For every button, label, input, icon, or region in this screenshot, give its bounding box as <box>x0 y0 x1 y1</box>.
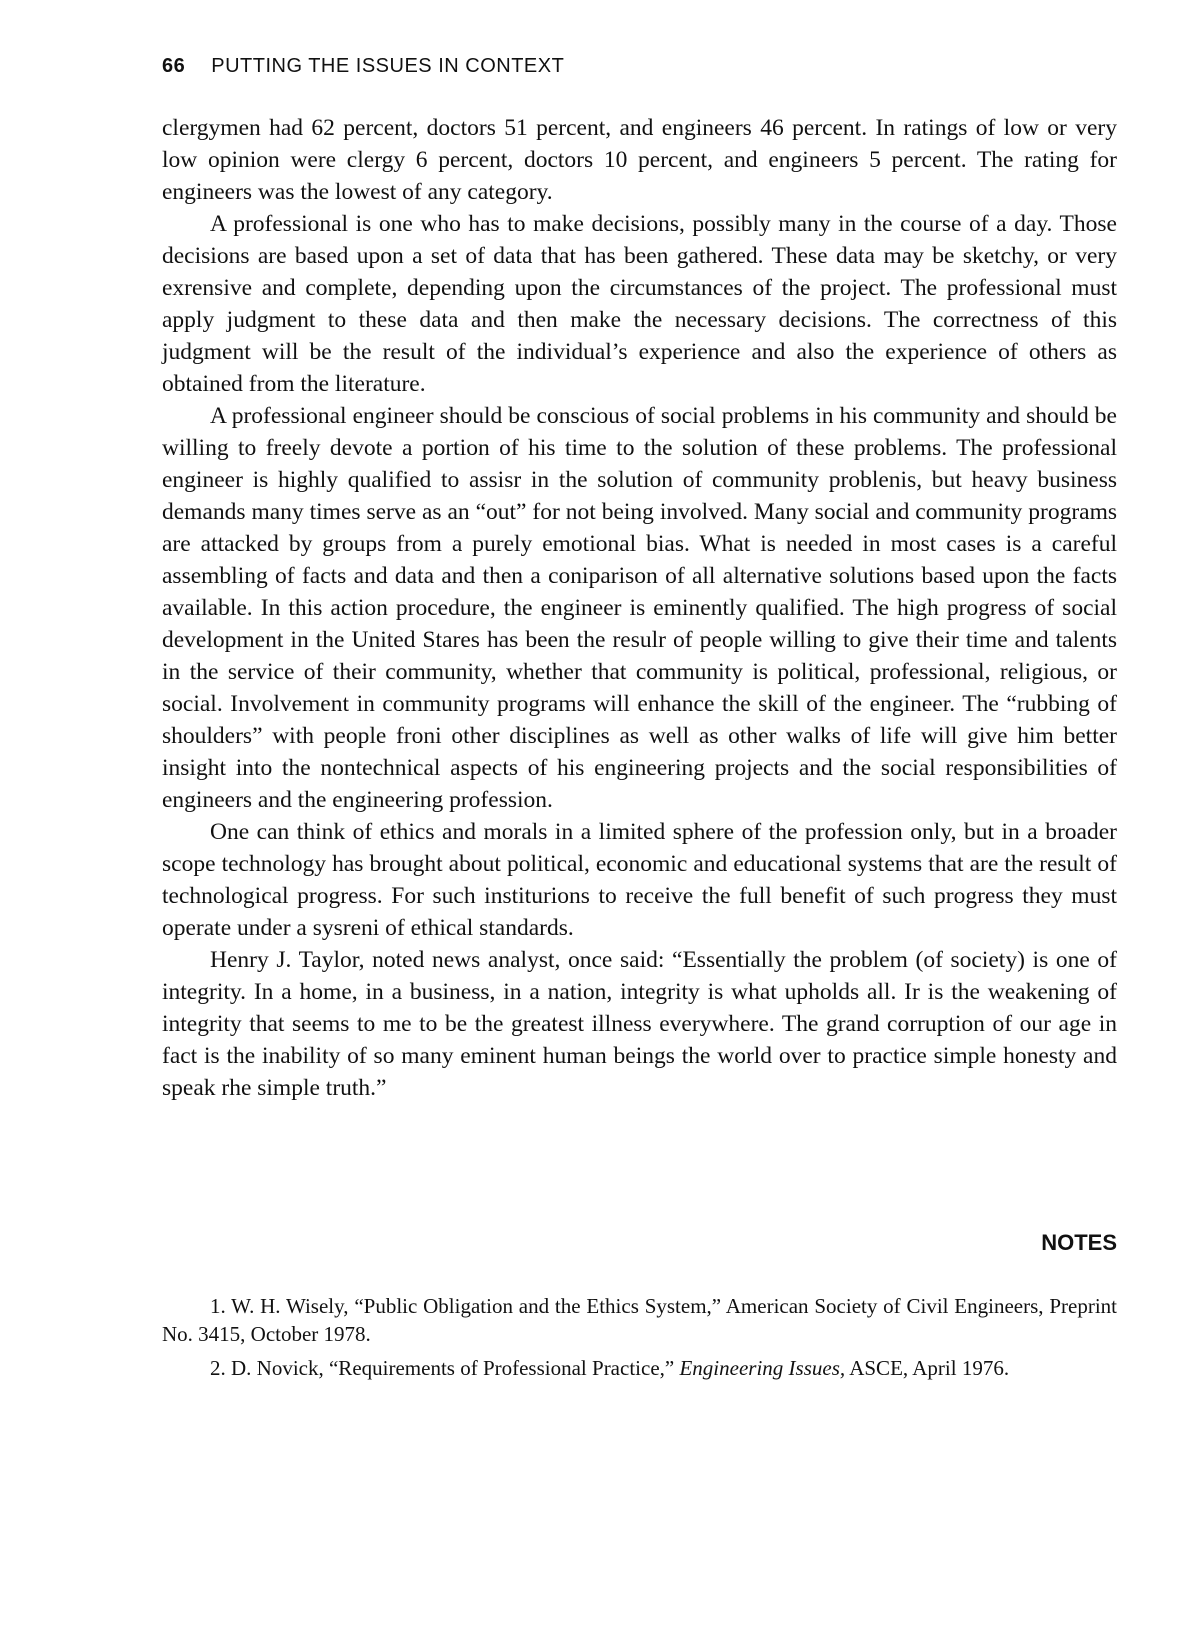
note-item-2 <box>162 1354 1117 1382</box>
note-2-journal-title: Engineering Issues, <box>679 1356 846 1380</box>
paragraph-ethics-morals: One can think of ethics and morals in a limited sphere of the profession only, but in a broader scope technology has brought about political, economic and educational systems that are the result of technological progress. For such institurions to receive the full benefit of such progress they must operate under a sysreni of ethical standards. <box>162 819 1117 941</box>
notes-list <box>162 1292 1117 1388</box>
paragraph-continuation: clergymen had 62 percent, doctors 51 percent, and engineers 46 percent. In ratings of low or very low opinion were clergy 6 percent, doctors 10 percent, and engineers 5 percent. The rating for engineers was the lowest of any category. <box>162 115 1117 205</box>
note-2-text-after: ASCE, April 1976. <box>845 1356 1010 1380</box>
note-2-text-before: 2. D. Novick, “Requirements of Professional Practice,” <box>210 1356 680 1380</box>
paragraph-social-problems: A professional engineer should be conscious of social problems in his community and should be willing to freely devote a portion of his time to the solution of these problems. The professional engineer is highly qualified to assisr in the solution of community problenis, but heavy business demands many times serve as an “out” for not being involved. Many social and community programs are attacked by groups from a purely emotional bias. What is needed in most cases is a careful assembling of facts and data and then a coniparison of all alternative solutions based upon the facts available. In this action procedure, the engineer is eminently qualified. The high progress of social development in the United Stares has been the resulr of people willing to give their time and talents in the service of their community, whether that community is political, professional, religious, or social. Involvement in community programs will enhance the skill of the engineer. The “rubbing of shoulders” with people froni other disciplines as well as other walks of life will give him better insight into the nontechnical aspects of his engineering projects and the social responsibilities of engineers and the engineering profession. <box>162 403 1117 813</box>
paragraph-professional-decisions: A professional is one who has to make decisions, possibly many in the course of a day. Those decisions are based upon a set of data that has been gathered. These data may be sketchy, or very exrensive and complete, depending upon the circumstances of the project. The professional must apply judgment to these data and then make the necessary decisions. The correctness of this judgment will be the result of the individual’s experience and also the experience of others as obtained from the literature. <box>162 211 1117 397</box>
running-title: PUTTING THE ISSUES IN CONTEXT <box>211 55 565 77</box>
body-text <box>162 112 1117 1104</box>
note-item-1: 1. W. H. Wisely, “Public Obligation and the Ethics System,” American Society of Civil Engineers, Preprint No. 3415, October 1978. <box>162 1294 1117 1346</box>
notes-heading: NOTES <box>1041 1230 1117 1255</box>
paragraph-taylor-quote: Henry J. Taylor, noted news analyst, once said: “Essentially the problem (of society) is one of integrity. In a home, in a business, in a nation, integrity is what upholds all. Ir is the weakening of integrity that seems to me to be the greatest illness everywhere. The grand corruption of our age in fact is the inability of so many eminent human beings the world over to practice simple honesty and speak rhe simple truth.” <box>162 947 1117 1101</box>
running-header <box>162 52 1117 80</box>
page-number: 66 <box>162 55 186 77</box>
